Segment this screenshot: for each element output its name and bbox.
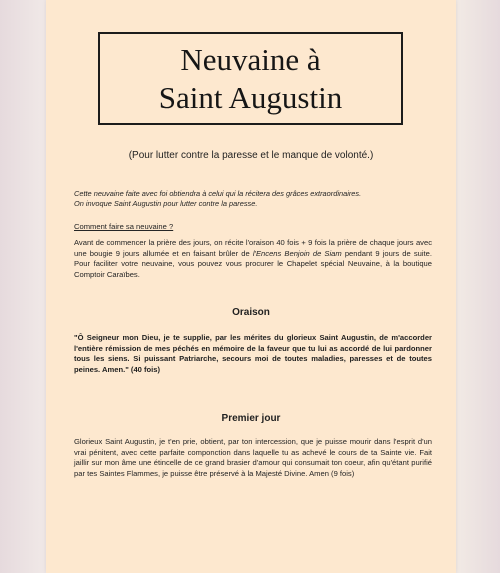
how-to-text-part-1: Avant de commencer la prière des jours, on récite l'oraison 40 fois + 9 fois la prière de chaque jours avec une bougie 9 jours allumée et en faisant brûler de xyxy=(74,238,432,258)
how-to-link[interactable]: Comment faire sa neuvaine ? xyxy=(74,222,174,231)
page-title-line-2: Saint Augustin xyxy=(158,80,343,115)
oraison-heading: Oraison xyxy=(232,307,270,318)
premier-jour-prayer: Glorieux Saint Augustin, je t'en prie, obtient, par ton intercession, que je puisse mourir dans l'esprit d'un vrai pénitent, avec cette parfaite componction dans laquelle tu as achevé le cours de ta Sainte vie. Fait jaillir sur mon âme une étincelle de ce grand brasier d'amour qui consumait ton coeur, afin qu'étant purifié par tes Saintes Flammes, je puisse être préservé à la Majesté Divine. Amen (9 fois) xyxy=(74,437,432,478)
premier-jour-heading: Premier jour xyxy=(221,413,281,424)
page-title-line-1: Neuvaine à xyxy=(180,42,321,77)
encens-product-name: l'Encens Benjoin de Siam xyxy=(252,248,342,258)
title-box xyxy=(98,32,403,125)
intro-paragraph xyxy=(74,189,432,209)
oraison-prayer: "Ô Seigneur mon Dieu, je te supplie, par les mérites du glorieux Saint Augustin, de m'accorder l'entière rémission de mes péchés en mémoire de la faveur que tu lui as accordé de lui pardonner tous les siens. Si puissant Patriarche, secours moi de toutes maladies, paresses et de toutes peines. Amen." (40 fois) xyxy=(74,333,432,374)
document-sheet xyxy=(46,0,456,573)
intro-line-2: On invoque Saint Augustin pour lutter contre la paresse. xyxy=(74,199,258,208)
subtitle: (Pour lutter contre la paresse et le manque de volonté.) xyxy=(128,150,374,161)
intro-line-1: Cette neuvaine faite avec foi obtiendra à celui qui la récitera des grâces extraordinaires. xyxy=(74,189,362,198)
how-to-text-part-2: pendant 9 jours de suite. Pour faciliter votre neuvaine, vous pouvez vous procurer le Chapelet spécial Neuvaine, à la boutique Comptoir Caraïbes. xyxy=(74,248,432,279)
how-to-paragraph xyxy=(74,238,432,280)
